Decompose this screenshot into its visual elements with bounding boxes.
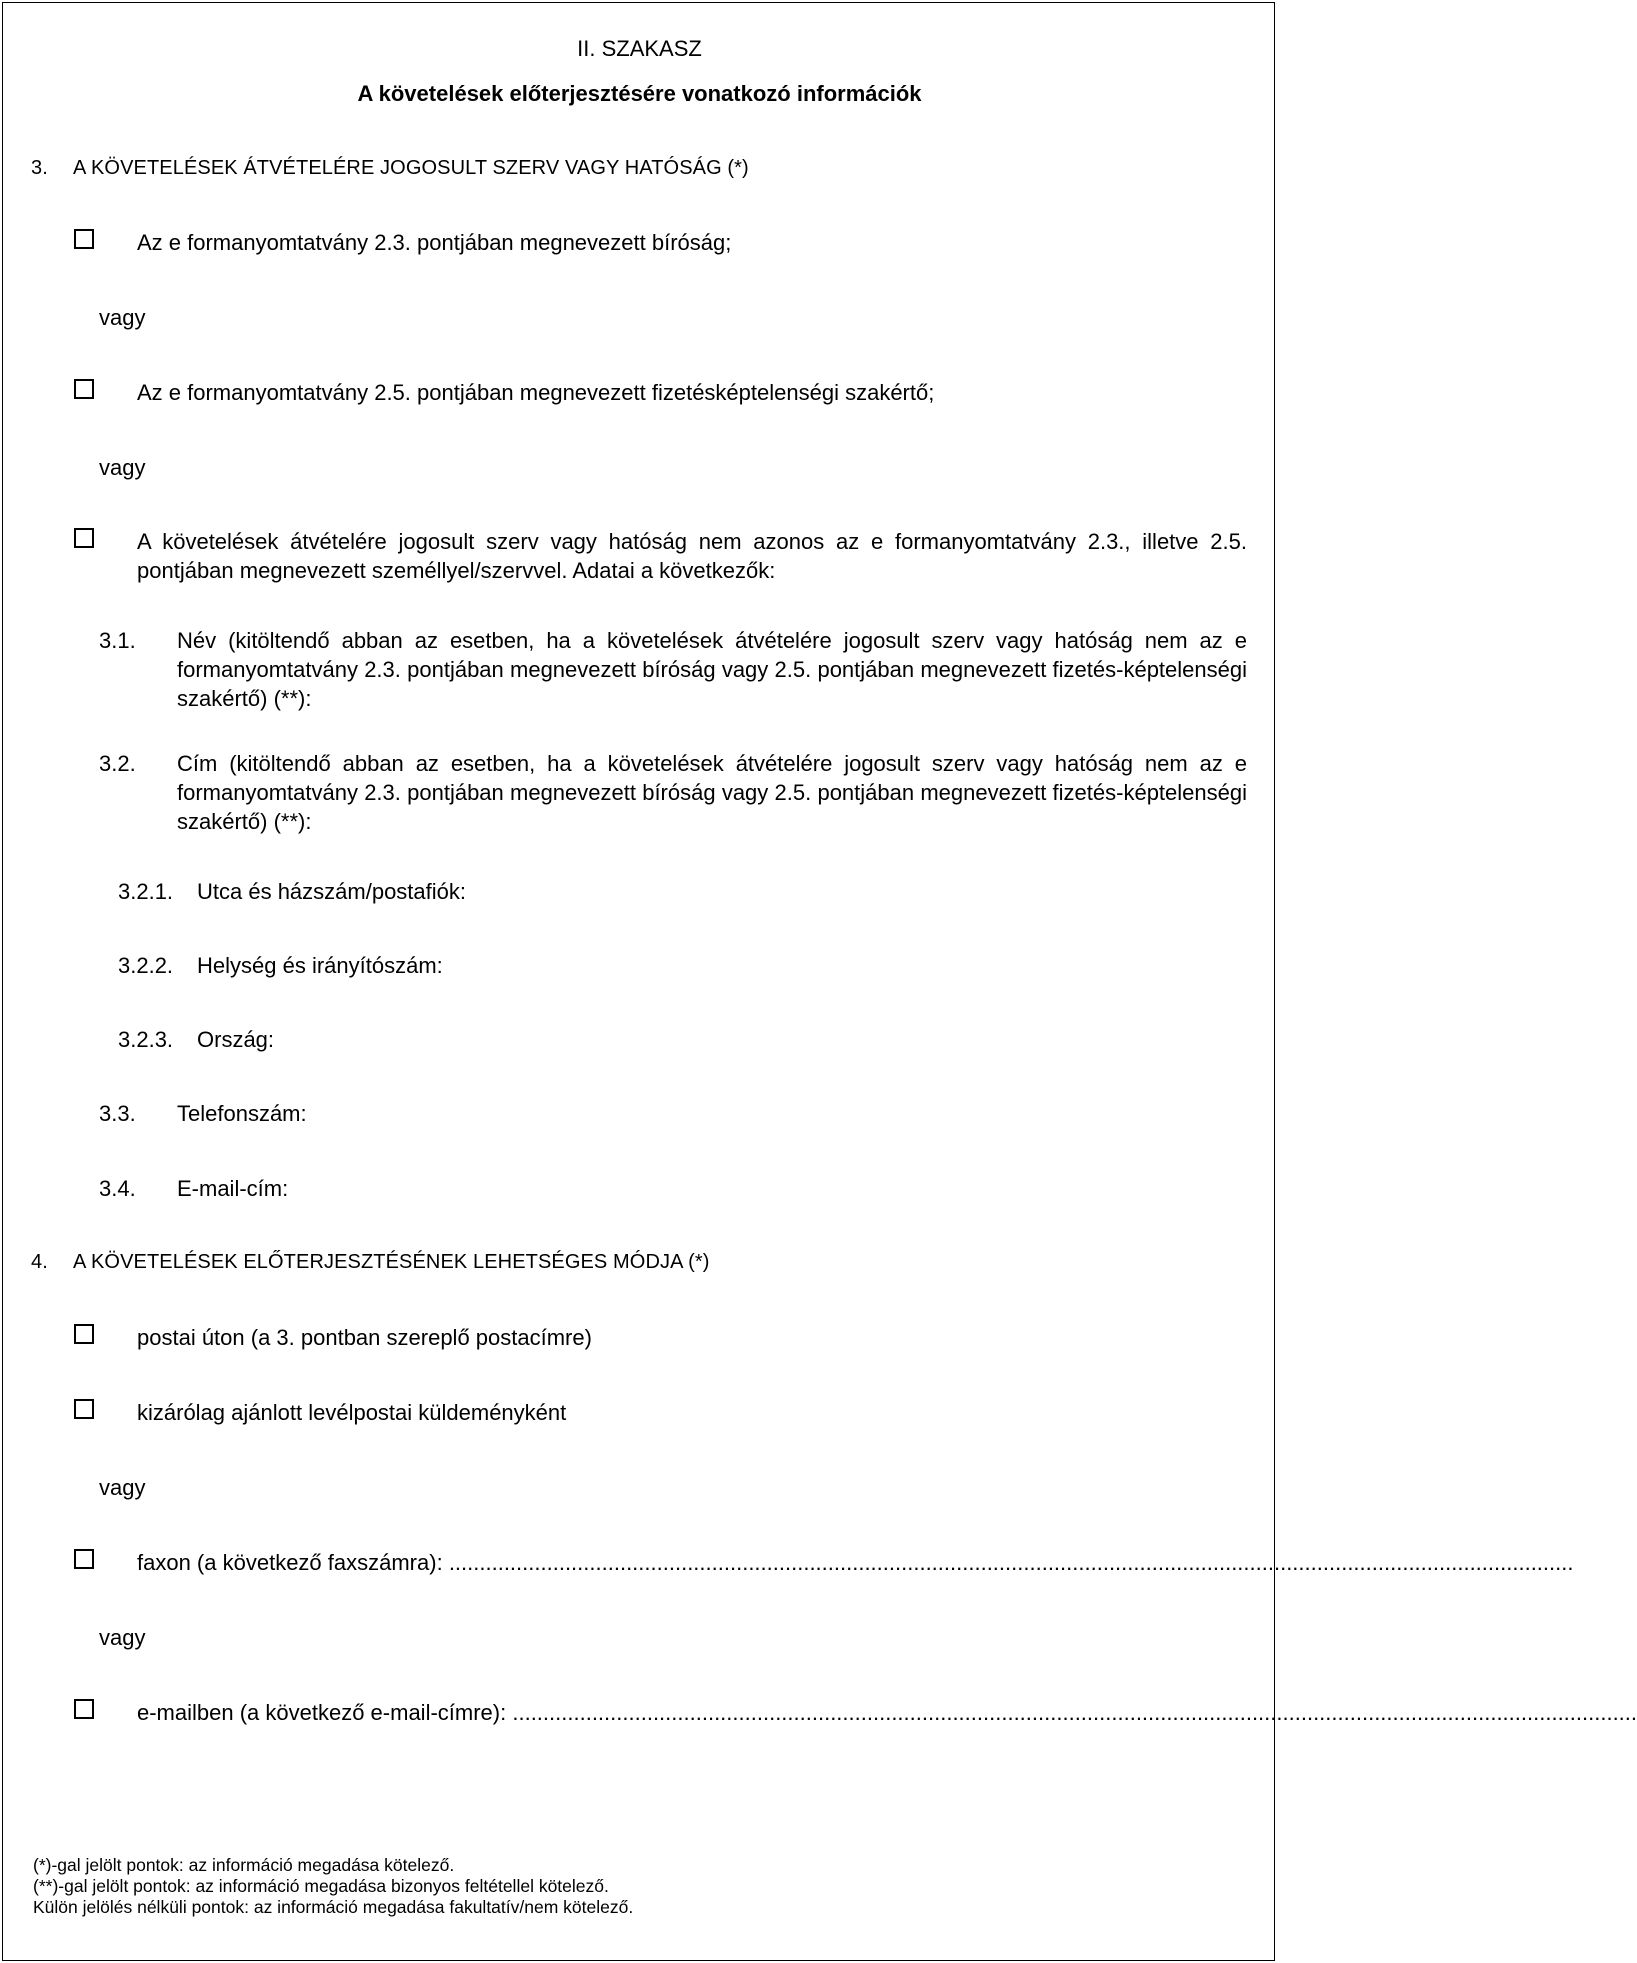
option-court-label: Az e formanyomtatvány 2.3. pontjában megnevezett bíróság; [137, 230, 732, 255]
footnote-mandatory: (*)-gal jelölt pontok: az információ megadása kötelező. [33, 1855, 455, 1875]
checkbox-registered-mail[interactable] [74, 1399, 94, 1419]
fax-row [137, 1548, 1574, 1577]
form-frame [2, 2, 1637, 1961]
or-label: vagy [99, 305, 146, 330]
item-3-1-number: 3.1. [99, 628, 136, 653]
fax-number-field[interactable]: ........................................................................................................................................................................................ [448, 1550, 1574, 1575]
part4-number: 4. [31, 1251, 48, 1273]
option-insolvency-label: Az e formanyomtatvány 2.5. pontjában megnevezett fizetésképtelenségi szakértő; [137, 380, 935, 405]
option-fax-label: faxon (a következő faxszámra): [137, 1550, 443, 1575]
item-3-1-name-label: Név (kitöltendő abban az esetben, ha a követelések átvételére jogosult szerv vagy hatóság nem az e formanyomtatvány 2.3. pontjában megnevezett bíróság vagy 2.5. pontjában megnevezett fizetés-képtelenségi szakértő) (**): [177, 628, 1247, 711]
item-3-4-number: 3.4. [99, 1176, 136, 1201]
checkbox-insolvency-practitioner[interactable] [74, 379, 94, 399]
email-address-field[interactable]: ........................................................................................................................................................................................ [512, 1700, 1637, 1725]
checkbox-fax[interactable] [74, 1549, 94, 1569]
part3-heading: A KÖVETELÉSEK ÁTVÉTELÉRE JOGOSULT SZERV VAGY HATÓSÁG (*) [73, 157, 749, 179]
item-3-2-address-label: Cím (kitöltendő abban az esetben, ha a követelések átvételére jogosult szerv vagy hatóság nem az e formanyomtatvány 2.3. pontjában megnevezett bíróság vagy 2.5. pontjában megnevezett fizetés-képtelenségi szakértő) (**): [177, 751, 1247, 834]
option-post-label: postai úton (a 3. pontban szereplő postacímre) [137, 1325, 592, 1350]
option-other-authority-label: A követelések átvételére jogosult szerv vagy hatóság nem azonos az e formanyomtatvány 2.3., illetve 2.5. pontjában megnevezett személlyel/szervvel. Adatai a következők: [137, 529, 1247, 583]
or-label: vagy [99, 455, 146, 480]
or-label: vagy [99, 1475, 146, 1500]
option-email-label: e-mailben (a következő e-mail-címre): [137, 1700, 507, 1725]
checkbox-other-authority[interactable] [74, 528, 94, 548]
or-label: vagy [99, 1625, 146, 1650]
phone-label: Telefonszám: [177, 1101, 307, 1126]
city-label: Helység és irányítószám: [197, 953, 443, 978]
street-label: Utca és házszám/postafiók: [197, 879, 467, 904]
section-label: II. SZAKASZ [577, 36, 702, 61]
item-3-3-number: 3.3. [99, 1101, 136, 1126]
item-3-2-1-number: 3.2.1. [118, 879, 174, 904]
part4-heading: A KÖVETELÉSEK ELŐTERJESZTÉSÉNEK LEHETSÉGES MÓDJA (*) [73, 1251, 710, 1273]
item-3-2-2-number: 3.2.2. [118, 953, 174, 978]
checkbox-court[interactable] [74, 229, 94, 249]
checkbox-post[interactable] [74, 1324, 94, 1344]
email-label: E-mail-cím: [177, 1176, 289, 1201]
item-3-2-number: 3.2. [99, 751, 136, 776]
option-registered-mail-label: kizárólag ajánlott levélpostai küldeményként [137, 1400, 567, 1425]
item-3-2-3-number: 3.2.3. [118, 1027, 174, 1052]
email-row [137, 1698, 1637, 1727]
section-title: A követelések előterjesztésére vonatkozó információk [357, 81, 922, 106]
footnote-optional: Külön jelölés nélküli pontok: az információ megadása fakultatív/nem kötelező. [33, 1897, 634, 1917]
part3-number: 3. [31, 157, 48, 179]
footnote-conditional: (**)-gal jelölt pontok: az információ megadása bizonyos feltétellel kötelező. [33, 1876, 609, 1896]
country-label: Ország: [197, 1027, 275, 1052]
checkbox-email[interactable] [74, 1699, 94, 1719]
